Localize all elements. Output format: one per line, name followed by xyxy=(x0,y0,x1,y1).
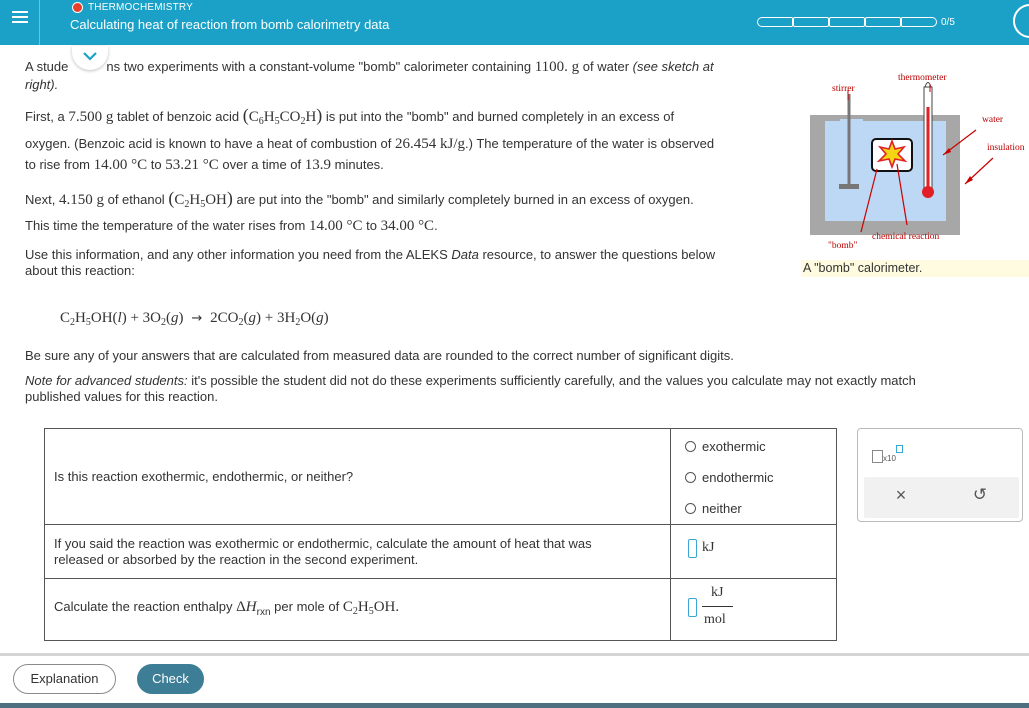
fraction-bar xyxy=(702,606,733,607)
next-text: This time the temperature of the water rises from xyxy=(25,218,306,233)
question-3-part: per mole of xyxy=(274,599,340,614)
next-text: to xyxy=(366,218,377,233)
instructions xyxy=(25,247,715,279)
benzoic-formula: $(C_6H_5CO_2H)$ xyxy=(242,105,323,127)
first-text: is put into the "bomb" and burned completely in an excess of xyxy=(325,109,675,124)
question-row-1 xyxy=(45,429,836,524)
water-label: water xyxy=(982,115,1004,125)
menu-button[interactable] xyxy=(0,0,40,45)
explanation-button[interactable]: Explanation xyxy=(13,664,116,694)
note-text: published values for this reaction. xyxy=(25,389,218,404)
top-bar xyxy=(0,0,1029,45)
question-2-text xyxy=(54,536,592,568)
question-3-part: Calculate the reaction enthalpy xyxy=(54,599,233,614)
time-value: 13.9 xyxy=(304,157,332,173)
radio-label: neither xyxy=(702,501,742,516)
reaction-equation: $C_2H_5OH(l) + 3O_2(g) \to 2CO_2(g) + 3H_2O(g)$ xyxy=(60,310,329,328)
radio-label: exothermic xyxy=(702,439,766,454)
heat-unit: kJ xyxy=(702,540,715,555)
temp2-end: 34.00 °C xyxy=(380,218,435,234)
next-text: are put into the "bomb" and similarly completely burned in an excess of oxygen. xyxy=(236,192,694,207)
instructions-text: Use this information, and any other information you need from the ALEKS xyxy=(25,247,448,262)
radio-circle-icon xyxy=(685,441,696,452)
check-button[interactable]: Check xyxy=(137,664,204,694)
question-3-text: Calculate the reaction enthalpy $\Delta H_{rxn}$ per mole of $C_2H_5OH$. xyxy=(54,599,400,618)
sketch-caption: A "bomb" calorimeter. xyxy=(801,260,1029,277)
note-label: Note for advanced students: xyxy=(25,373,188,388)
chemical-reaction-label: chemical reaction xyxy=(872,232,940,242)
next-text: Next, xyxy=(25,192,56,207)
question-table xyxy=(44,428,837,641)
menu-icon xyxy=(12,11,28,13)
intro-text: of water xyxy=(582,59,630,74)
bottom-bar xyxy=(0,703,1029,708)
progress-segment xyxy=(865,17,901,27)
sigfig-note: Be sure any of your answers that are calculated from measured data are rounded to the correct number of significant digits. xyxy=(25,348,734,363)
first-experiment-line1 xyxy=(25,105,674,132)
note-text: it's possible the student did not do these experiments sufficiently carefully, and the values you calculate may not exactly match xyxy=(191,373,916,388)
question-2-line: released or absorbed by the reaction in the second experiment. xyxy=(54,552,419,567)
heat-answer-input[interactable] xyxy=(688,539,697,558)
first-text: .) The temperature of the water is observed xyxy=(465,136,715,151)
ethanol-mass: 4.150 g xyxy=(58,192,104,208)
progress-segment xyxy=(793,17,829,27)
radio-circle-icon xyxy=(685,503,696,514)
heat-of-combustion: 26.454 kJ/g xyxy=(395,136,466,152)
bomb-label: "bomb" xyxy=(828,241,858,251)
stirrer-label: stirrer xyxy=(832,84,855,94)
enthalpy-unit-denominator: mol xyxy=(704,612,726,627)
progress-bar xyxy=(757,17,937,27)
second-experiment-line2 xyxy=(25,215,438,237)
topic-label: THERMOCHEMISTRY xyxy=(88,2,194,13)
advanced-note xyxy=(25,373,916,405)
second-experiment-line1 xyxy=(25,188,694,215)
problem-intro-2 xyxy=(25,74,58,95)
first-text: tablet of benzoic acid xyxy=(116,109,240,124)
x10-label: x10 xyxy=(883,454,896,463)
thermometer-label: thermometer xyxy=(898,73,947,83)
x10-button[interactable] xyxy=(870,444,906,466)
temp2-start: 14.00 °C xyxy=(308,218,363,234)
benzoic-mass: 7.500 g xyxy=(68,109,114,125)
reset-button[interactable]: ↺ xyxy=(972,485,988,505)
footer-divider xyxy=(0,653,1029,656)
question-1-text: Is this reaction exothermic, endothermic, or neither? xyxy=(54,469,354,484)
question-2-line: If you said the reaction was exothermic or endothermic, calculate the amount of heat that was xyxy=(54,536,592,551)
topic-status-icon xyxy=(72,2,83,13)
radio-label: endothermic xyxy=(702,470,774,485)
progress-segment xyxy=(757,17,793,27)
clear-button[interactable]: × xyxy=(895,485,907,505)
temp1-start: 14.00 °C xyxy=(93,157,148,173)
instructions-text: resource, to answer the questions below xyxy=(482,247,716,262)
radio-exothermic[interactable] xyxy=(685,439,766,454)
first-text: to rise from xyxy=(25,157,91,172)
radio-endothermic[interactable] xyxy=(685,470,774,485)
tool-actions xyxy=(864,477,1019,518)
base-box-icon xyxy=(872,450,883,463)
ethanol-formula: $(C_2H_5OH)$ xyxy=(168,188,233,210)
next-text: . xyxy=(434,218,438,233)
avatar[interactable] xyxy=(1013,4,1029,38)
page-title: Calculating heat of reaction from bomb calorimetry data xyxy=(70,17,390,32)
temp1-end: 53.21 °C xyxy=(165,157,219,173)
intro-note: (see sketch at xyxy=(632,59,714,74)
insulation-label: insulation xyxy=(987,143,1025,153)
intro-note: right). xyxy=(25,77,59,92)
question-row-3 xyxy=(45,578,836,640)
progress-segment xyxy=(829,17,865,27)
enthalpy-unit-numerator: kJ xyxy=(711,585,724,600)
first-text: minutes. xyxy=(334,157,384,172)
question-row-2 xyxy=(45,524,836,578)
first-text: to xyxy=(150,157,162,172)
first-experiment-line2 xyxy=(25,133,714,155)
first-text: oxygen. (Benzoic acid is known to have a heat of combustion of xyxy=(25,136,392,151)
next-text: of ethanol xyxy=(107,192,165,207)
intro-text: ns two experiments with a constant-volume "bomb" calorimeter containing xyxy=(106,59,532,74)
progress-count: 0/5 xyxy=(941,17,955,28)
menu-icon xyxy=(12,16,28,18)
radio-circle-icon xyxy=(685,472,696,483)
intro-text: A stude xyxy=(25,59,69,74)
progress-segment xyxy=(901,17,937,27)
radio-neither[interactable] xyxy=(685,501,742,516)
first-text: over a time of xyxy=(222,157,302,172)
first-experiment-line3 xyxy=(25,154,384,176)
enthalpy-answer-input[interactable] xyxy=(688,598,697,617)
exponent-box-icon xyxy=(896,445,903,453)
problem-intro xyxy=(25,56,714,78)
data-link[interactable]: Data xyxy=(451,247,479,262)
first-text: First, a xyxy=(25,109,65,124)
menu-icon xyxy=(12,21,28,23)
instructions-text: about this reaction: xyxy=(25,263,135,278)
calorimeter-sketch xyxy=(803,52,1029,282)
water-mass: 1100. g xyxy=(534,59,580,75)
